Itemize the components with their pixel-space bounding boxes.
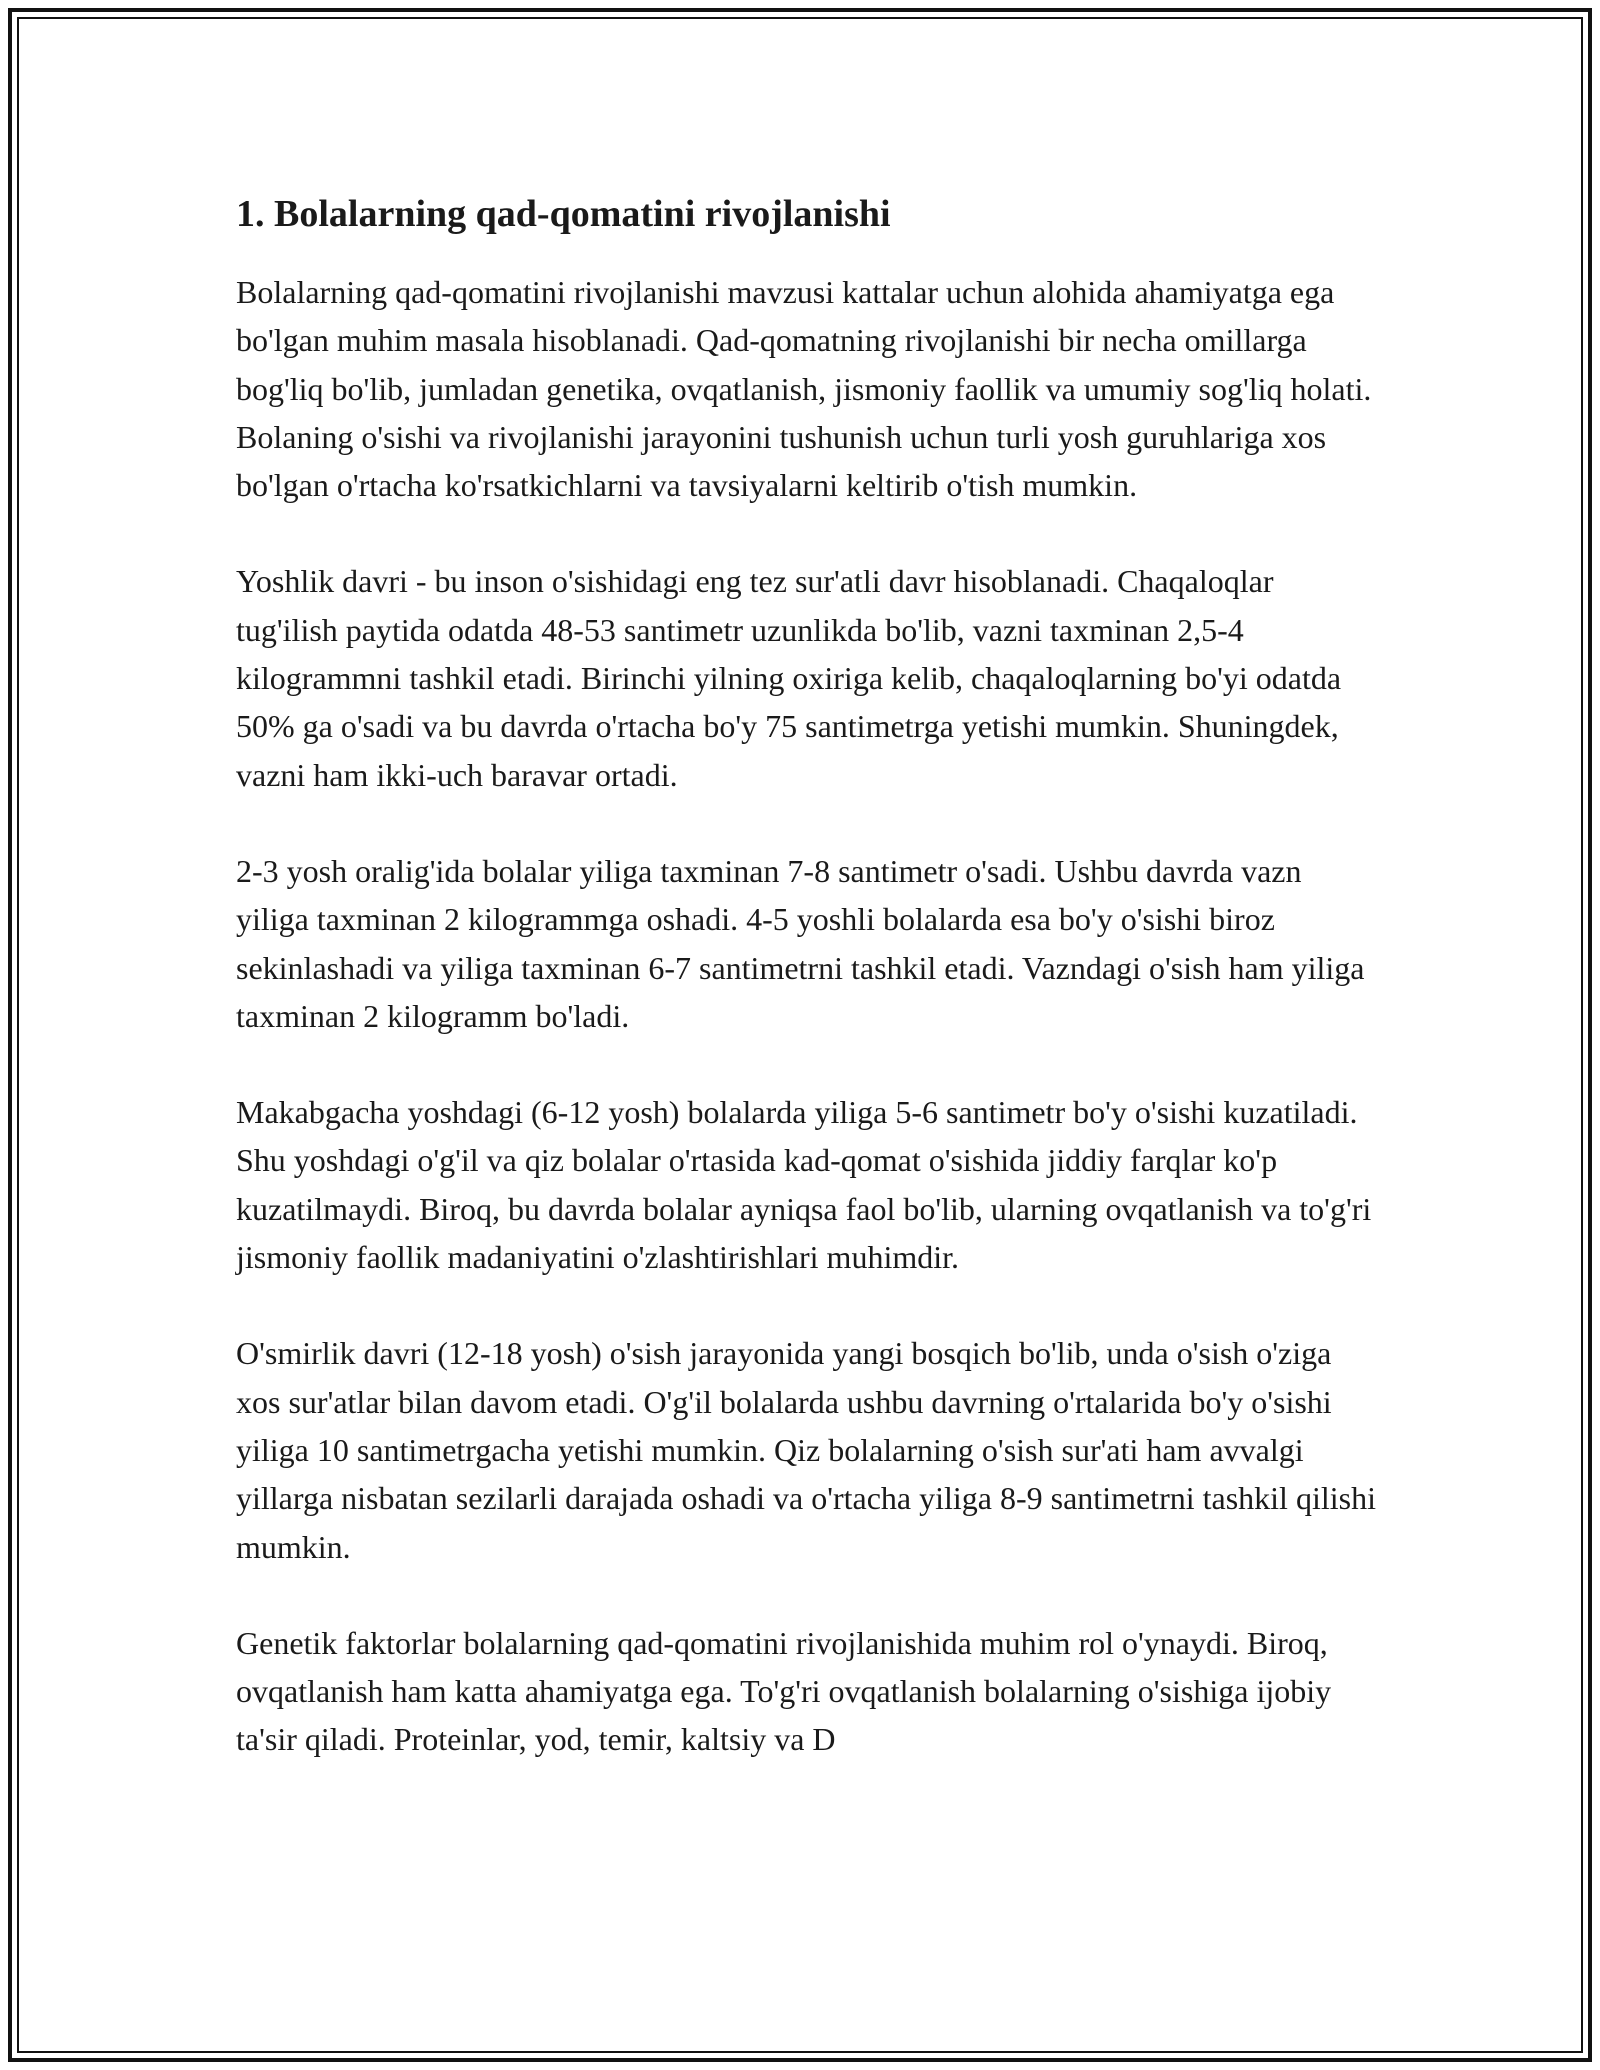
- paragraph-genetics: Genetik faktorlar bolalarning qad-qomatini rivojlanishida muhim rol o'ynaydi. Biroq, ovqatlanish ham katta ahamiyatga ega. To'g'ri ovqatlanish bolalarning o'sishiga ijobiy ta'sir qiladi. Proteinlar, yod, temir, kaltsiy va D: [236, 1624, 1332, 1758]
- paragraph-infancy: Yoshlik davri - bu inson o'sishidagi eng tez sur'atli davr hisoblanadi. Chaqaloqlar tug'ilish paytida odatda 48-53 santimetr uzunlikda bo'lib, vazni taxminan 2,5-4 kilogrammni tashkil etadi. Birinchi yilning oxiriga kelib, chaqaloqlarning bo'yi odatda 50% ga o'sadi va bu davrda o'rtacha bo'y 75 santimetrga yetishi mumkin. Shuningdek, vazni ham ikki-uch baravar ortadi.: [236, 563, 1342, 793]
- paragraph-intro: Bolalarning qad-qomatini rivojlanishi mavzusi kattalar uchun alohida ahamiyatga ega bo'lgan muhim masala hisoblanadi. Qad-qomatning rivojlanishi bir necha omillarga bog'liq bo'lib, jumladan genetika, ovqatlanish, jismoniy faollik va umumiy sog'liq holati. Bolaning o'sishi va rivojlanishi jarayonini tushunish uchun turli yosh guruhlariga xos bo'lgan o'rtacha ko'rsatkichlarni va tavsiyalarni keltirib o'tish mumkin.: [236, 274, 1372, 504]
- paragraph-adolescence: O'smirlik davri (12-18 yosh) o'sish jarayonida yangi bosqich bo'lib, unda o'sish o'ziga xos sur'atlar bilan davom etadi. O'g'il bolalarda ushbu davrning o'rtalarida bo'y o'sishi yiliga 10 santimetrgacha yetishi mumkin. Qiz bolalarning o'sish sur'ati ham avvalgi yillarga nisbatan sezilarli darajada oshadi va o'rtacha yiliga 8-9 santimetrni tashkil qilishi mumkin.: [236, 1335, 1376, 1565]
- section-title: 1. Bolalarning qad-qomatini rivojlanishi: [236, 193, 891, 235]
- document-body: [236, 186, 1376, 1764]
- paragraph-school-age: Makabgacha yoshdagi (6-12 yosh) bolalarda yiliga 5-6 santimetr bo'y o'sishi kuzatiladi. Shu yoshdagi o'g'il va qiz bolalar o'rtasida kad-qomat o'sishida jiddiy farqlar ko'p kuzatilmaydi. Biroq, bu davrda bolalar ayniqsa faol bo'lib, ularning ovqatlanish va to'g'ri jismoniy faollik madaniyatini o'zlashtirishlari muhimdir.: [236, 1094, 1372, 1276]
- paragraph-toddler: 2-3 yosh oralig'ida bolalar yiliga taxminan 7-8 santimetr o'sadi. Ushbu davrda vazn yiliga taxminan 2 kilogrammga oshadi. 4-5 yoshli bolalarda esa bo'y o'sishi biroz sekinlashadi va yiliga taxminan 6-7 santimetrni tashkil etadi. Vazndagi o'sish ham yiliga taxminan 2 kilogramm bo'ladi.: [236, 852, 1365, 1034]
